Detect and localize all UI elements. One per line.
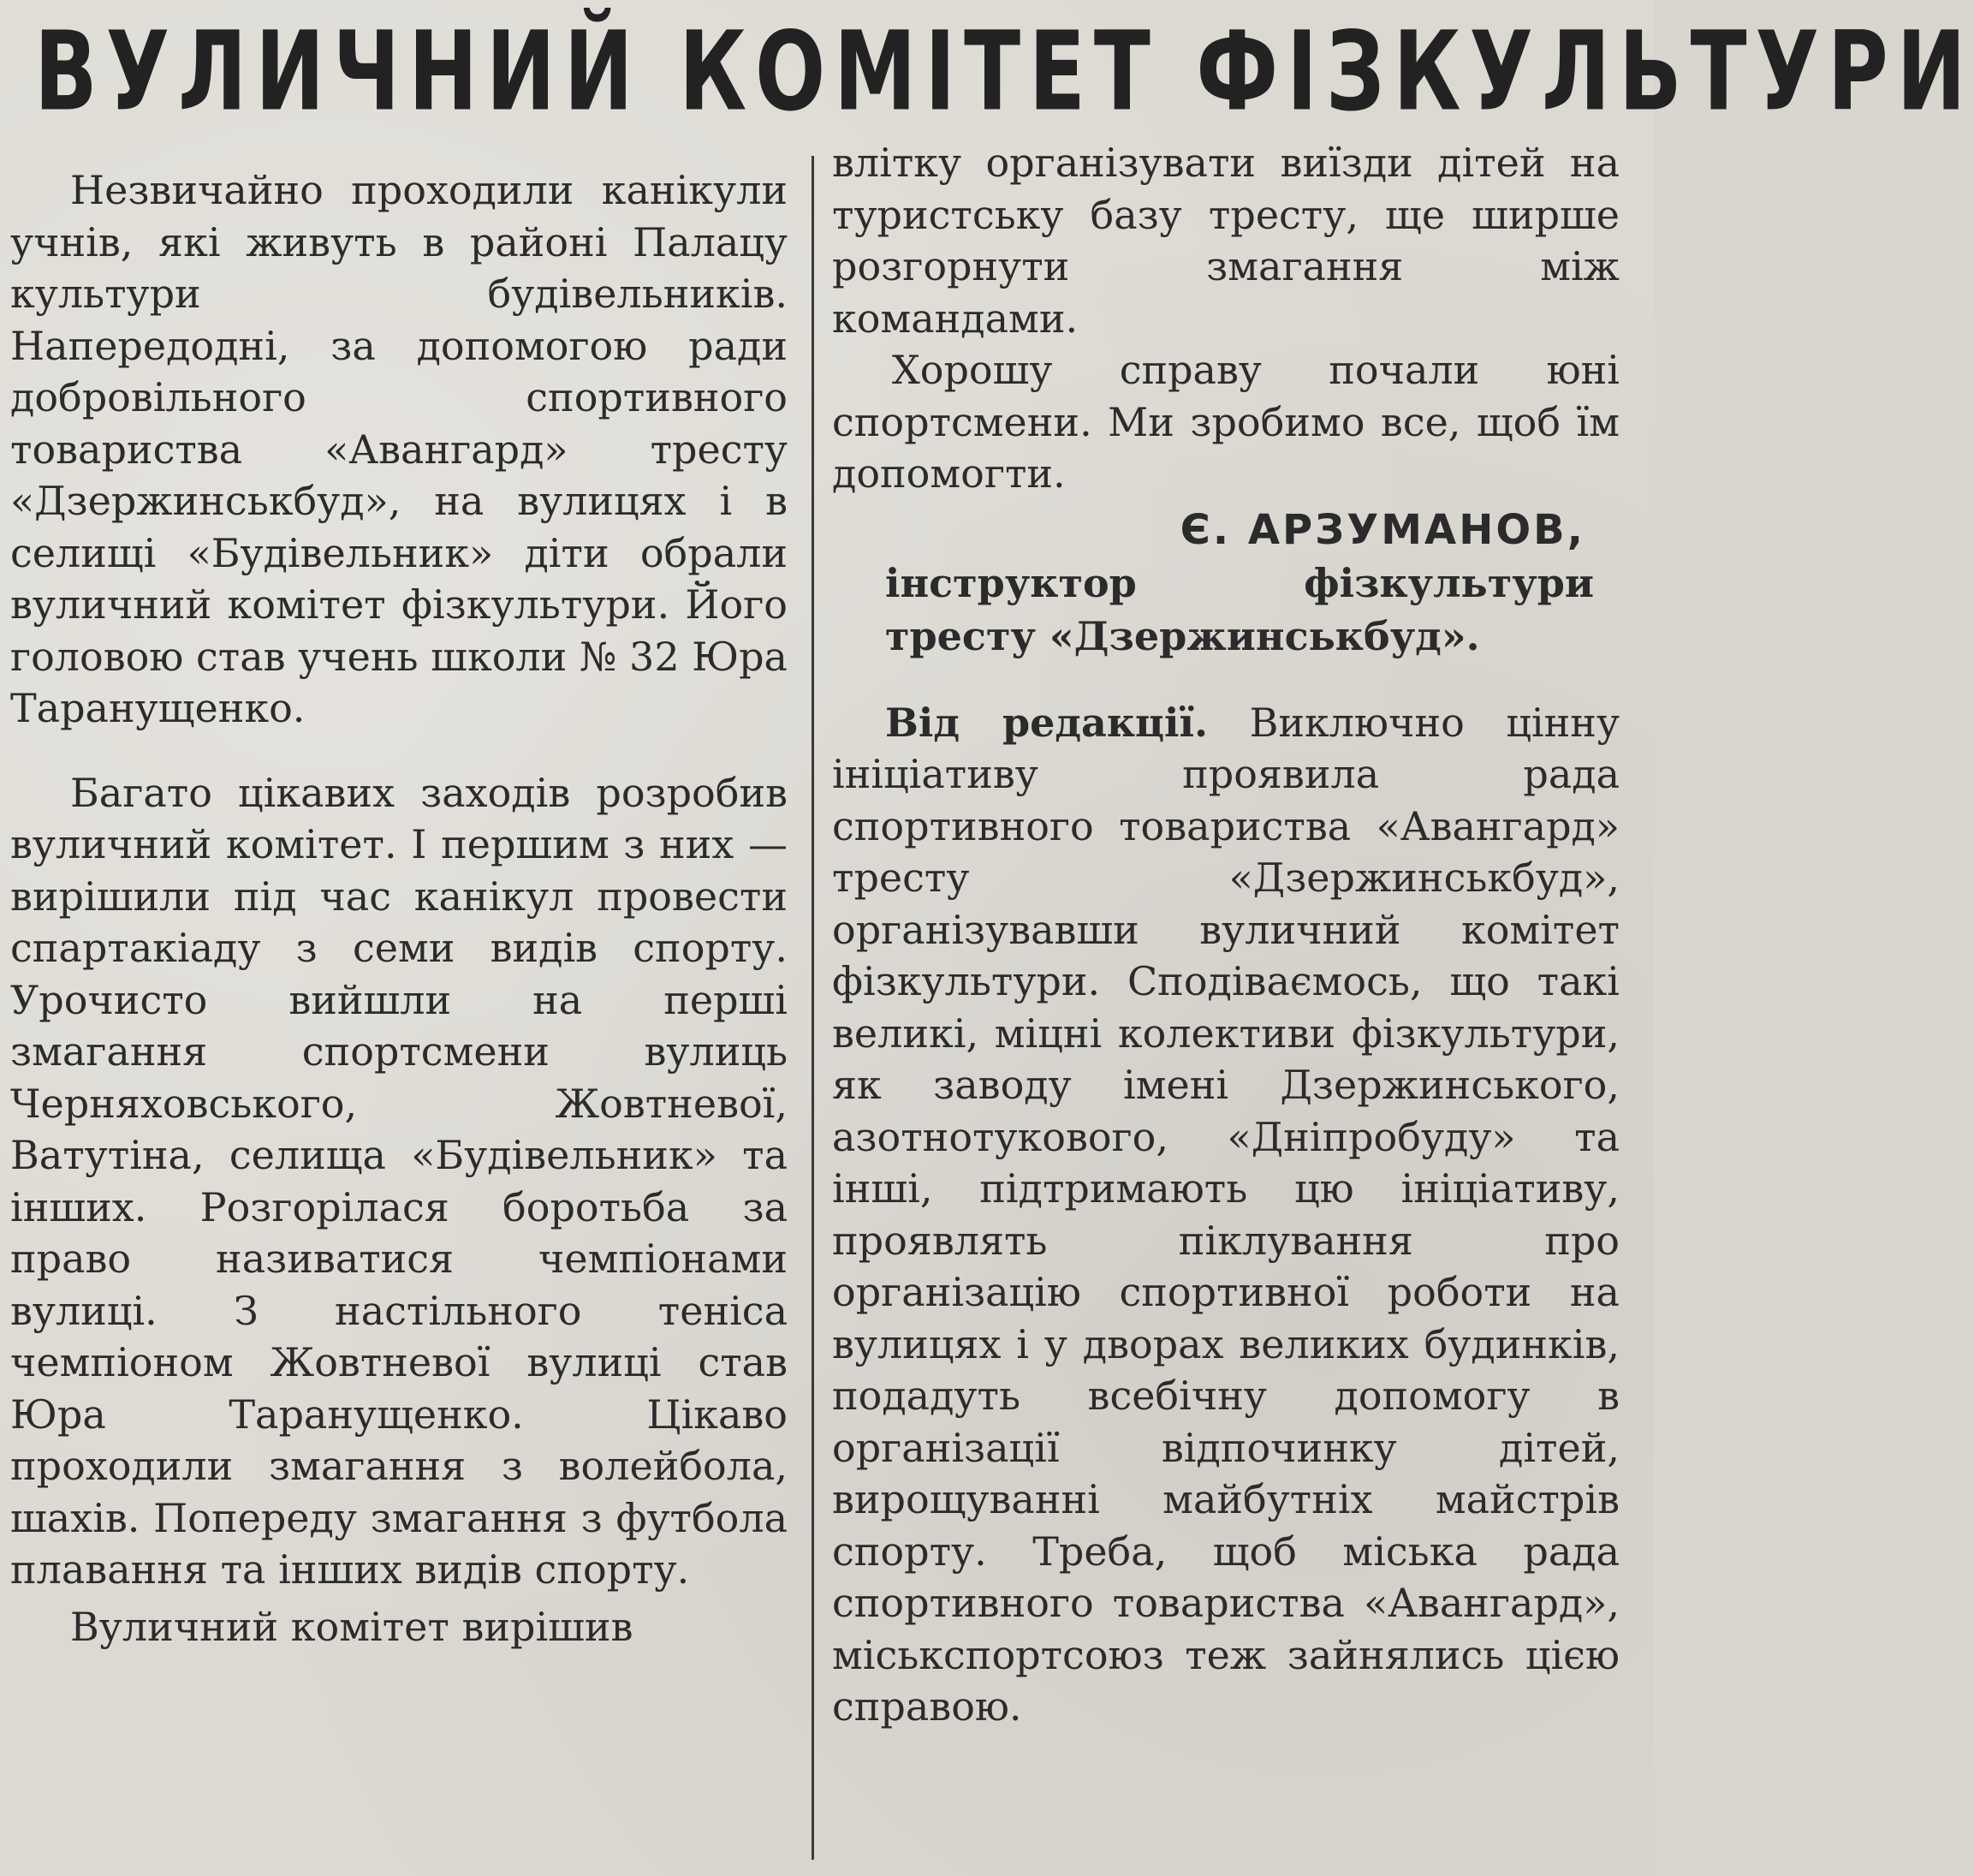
paragraph-2: Багато цікавих заходів розробив вуличний комітет. І першим з них — вирішили під час канікул провести спартакіаду з семи видів спорту. Урочисто вийшли на перші змагання спортсмени вулиць Черняховського, Жовтневої, Ватутіна, селища «Будівельник» та інших. Розгорілася боротьба за право називатися чемпіонами вулиці. З настільного тенісa чемпіоном Жовтневої вулиці став Юра Таранущенко. Цікаво проходили змагання з волейбола, шахів. Попереду змагання з футбола плавання та інших видів спорту. [10, 769, 788, 1593]
paragraph-1: Незвичайно проходили канікули учнів, які живуть в районі Палацу культури будівельників. Напередодні, за допомогою ради добровільного спортивного товариства «Авангард» тресту «Дзержинськбуд», на вулицях і в селищі «Будівельник» діти обрали вуличний комітет фізкультури. Його головою став учень школи № 32 Юра Таранущенко. [10, 167, 788, 731]
left-column [10, 164, 788, 1653]
editorial-text: Виключно цінну ініціативу проявила рада спортивного товариства «Авангард» тресту «Дзержинськбуд», організувавши вуличний комітет фізкультури. Сподіваємось, що такі великі, міцні колективи фізкультури, як заводу імені Дзержинського, азотнотукового, «Дніпробуду» та інші, підтримають цю ініціативу, проявлять піклування про організацію спортивної роботи на вулицях і у дворах великих будинків, подадуть всебічну допомогу в організації відпочинку дітей, вирощуванні майбутніх майстрів спорту. Треба, щоб міська рада спортивного товариства «Авангард», міськспортсоюз теж зайнялись цією справою. [832, 699, 1620, 1730]
article-headline: ВУЛИЧНИЙ КОМІТЕТ ФІЗКУЛЬТУРИ [34, 7, 1974, 135]
paragraph-4: Хорошу справу почали юні спортсмени. Ми зробимо все, щоб їм допомогти. [832, 347, 1620, 497]
paragraph-continuation: влітку організувати виїзди дітей на туристську базу тресту, ще ширше розгорнути змагання між командами. [832, 140, 1620, 342]
paragraph-3: Вуличний комітет вирішив [70, 1603, 633, 1650]
column-divider [812, 156, 814, 1860]
author-title: інструктор фізкультури тресту «Дзержинськбуд». [885, 559, 1594, 659]
right-column [832, 137, 1620, 1733]
editorial-lead: Від редакції. [885, 699, 1209, 746]
paragraph-gap [10, 735, 788, 767]
editorial-note [832, 697, 1620, 1733]
author-signature: Є. АРЗУМАНОВ, [1180, 505, 1585, 554]
